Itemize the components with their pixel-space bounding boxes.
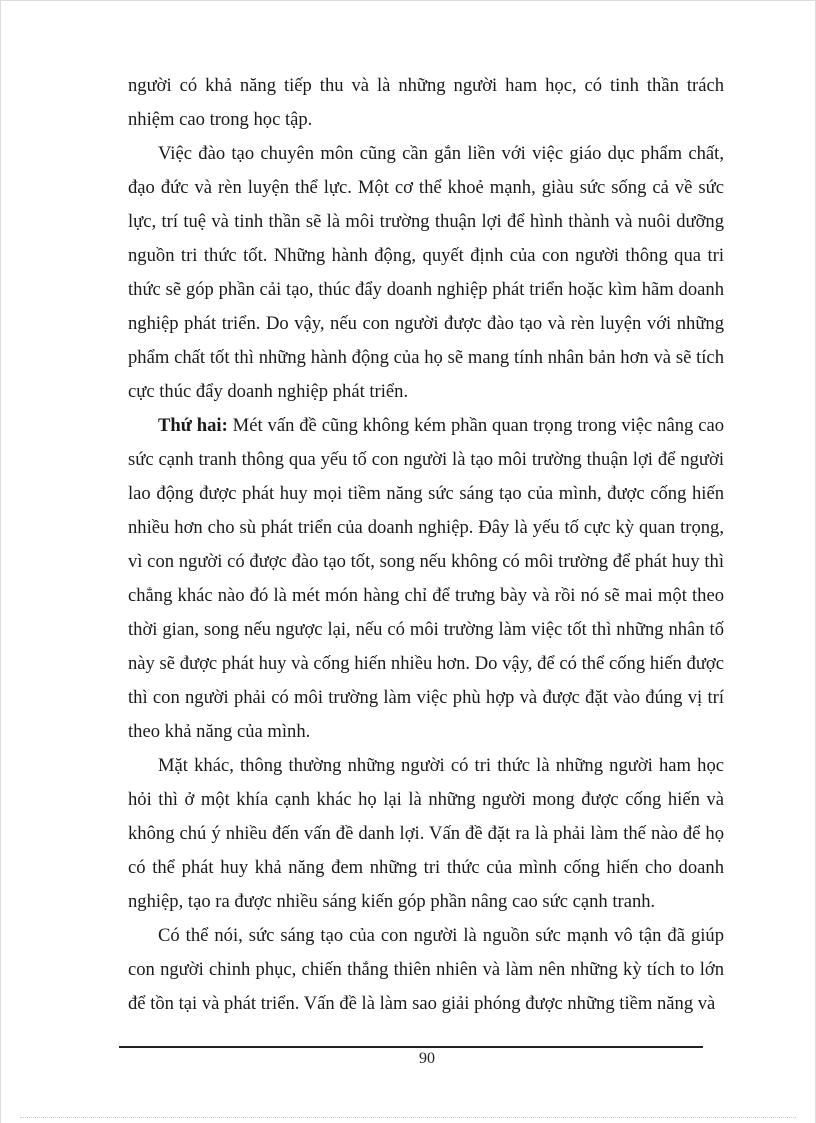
paragraph-3 bbox=[128, 409, 724, 749]
paragraph-4 bbox=[128, 749, 724, 919]
paragraph-3-lead: Thứ hai: bbox=[158, 415, 228, 436]
paragraph-4-text: Mặt khác, thông thường những người có tri thức là những người ham học hỏi thì ở một khía cạnh khác họ lại là những người mong được cống hiến và không chú ý nhiều đến vấn đề danh lợi. Vấn đề đặt ra là phải làm thế nào để họ có thể phát huy khả năng đem những tri thức của mình cống hiến cho doanh nghiệp, tạo ra được nhiều sáng kiến góp phần nâng cao sức cạnh tranh. bbox=[128, 755, 724, 912]
paragraph-2 bbox=[128, 137, 724, 409]
footer-rule bbox=[119, 1046, 703, 1048]
paragraph-2-text: Việc đào tạo chuyên môn cũng cần gắn liền với việc giáo dục phẩm chất, đạo đức và rèn luyện thể lực. Một cơ thể khoẻ mạnh, giàu sức sống cả về sức lực, trí tuệ và tinh thần sẽ là môi trường thuận lợi để hình thành và nuôi dưỡng nguồn tri thức tốt. Những hành động, quyết định của con người thông qua tri thức sẽ góp phần cải tạo, thúc đẩy doanh nghiệp phát triển hoặc kìm hãm doanh nghiệp phát triển. Do vậy, nếu con người được đào tạo và rèn luyện với những phẩm chất tốt thì những hành động của họ sẽ mang tính nhân bản hơn và sẽ tích cực thúc đẩy doanh nghiệp phát triển. bbox=[128, 143, 724, 402]
page-number: 90 bbox=[419, 1050, 435, 1067]
body-text bbox=[128, 69, 724, 1021]
paragraph-5-text: Có thể nói, sức sáng tạo của con người là nguồn sức mạnh vô tận đã giúp con người chinh phục, chiến thắng thiên nhiên và làm nên những kỳ tích to lớn để tồn tại và phát triển. Vấn đề là làm sao giải phóng được những tiềm năng và bbox=[128, 925, 724, 1014]
paragraph-3-text: Mét vấn đề cũng không kém phần quan trọng trong việc nâng cao sức cạnh tranh thông qua yếu tố con người là tạo môi trường thuận lợi để người lao động được phát huy mọi tiềm năng sức sáng tạo của mình, được cống hiến nhiều hơn cho sù phát triển của doanh nghiệp. Đây là yếu tố cực kỳ quan trọng, vì con người có được đào tạo tốt, song nếu không có môi trường để phát huy thì chẳng khác nào đó là mét món hàng chỉ để trưng bày và rồi nó sẽ mai một theo thời gian, song nếu ngược lại, nếu có môi trường làm việc tốt thì những nhân tố này sẽ được phát huy và cống hiến nhiều hơn. Do vậy, để có thể cống hiến được thì con người phải có môi trường làm việc phù hợp và được đặt vào đúng vị trí theo khả năng của mình. bbox=[128, 415, 725, 742]
paragraph-5 bbox=[128, 919, 724, 1021]
paragraph-1-text: người có khả năng tiếp thu và là những người ham học, có tinh thần trách nhiệm cao trong học tập. bbox=[128, 75, 724, 130]
paragraph-1 bbox=[128, 69, 724, 137]
page-bottom-dotted-line bbox=[20, 1117, 796, 1118]
